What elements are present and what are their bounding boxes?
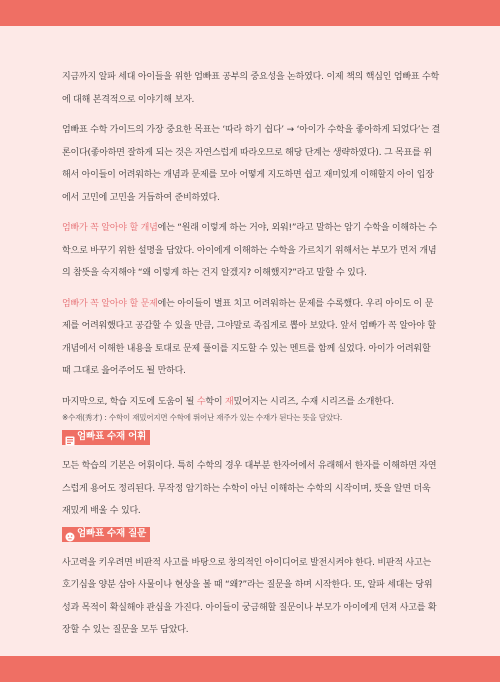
book-icon <box>65 433 75 443</box>
sujae-footnote: ※수재(秀才) : 수학이 재밌어지면 수학에 뛰어난 재주가 있는 수재가 된다는 뜻을 담았다. <box>62 413 343 422</box>
section-vocabulary-heading <box>62 430 150 445</box>
problems-text: 에는 아이들이 별표 치고 어려워하는 문제를 수록했다. 우리 아이도 이 문제를 어려워했다고 공감할 수 있을 만큼, 그야말로 족집게로 뽑아 보았다. 앞서 엄빠가 꼭 알아야 할 개념에서 이해한 내용을 토대로 문제 풀이를 지도할 수 있는 멘트를 함께 실었다. 아이가 어려워할 때 그대로 읊어주어도 될 만하다. <box>62 298 436 376</box>
concepts-highlight: 엄빠가 꼭 알아야 할 개념 <box>62 223 158 233</box>
paragraph-series-intro <box>62 391 440 414</box>
section-questions-title: 엄빠표 수재 질문 <box>77 527 147 539</box>
su-highlight: 수 <box>196 396 206 407</box>
series-text-c: 밌어지는 시리즈, 수재 시리즈를 소개한다. <box>233 396 394 407</box>
bottom-color-band <box>0 656 500 682</box>
section-questions-body: 사고력을 키우려면 비판적 사고를 바탕으로 창의적인 아이디어로 발전시켜야 한다. 비판적 사고는 호기심을 양분 삼아 사물이나 현상을 볼 때 “왜?”라는 질문을 하며 시작한다. 또, 알파 세대는 당위성과 목적이 확실해야 관심을 가진다. 아이들이 궁금해할 질문이나 부모가 아이에게 던져 사고를 확장할 수 있는 질문을 모두 담았다. <box>62 557 437 635</box>
section-vocabulary-title: 엄빠표 수재 어휘 <box>77 431 147 443</box>
problems-highlight: 엄빠가 꼭 알아야 할 문제 <box>62 298 158 309</box>
page-body <box>62 66 440 642</box>
series-text-a: 마지막으로, 학습 지도에 도움이 될 <box>62 396 197 407</box>
paragraph-concepts <box>62 217 440 285</box>
top-color-band <box>0 0 500 26</box>
paragraph-problems <box>62 293 440 383</box>
section-questions-heading <box>62 527 150 542</box>
thinking-face-icon <box>65 529 75 539</box>
series-text-b: 학이 <box>205 396 226 407</box>
jae-highlight: 재 <box>225 396 234 407</box>
paragraph-goal: 엄빠표 수학 가이드의 가장 중요한 목표는 ‘따라 하기 쉽다’ → ‘아이가 수학을 좋아하게 되었다’는 결론이다(좋아하면 잘하게 되는 것은 자연스럽게 따라오므로 해당 단계는 생략하였다). 그 목표를 위해서 아이들이 어려워하는 개념과 문제를 모아 어떻게 지도하면 쉽고 재미있게 이해할지 아이 입장에서 고민에 고민을 거듭하여 준비하였다. <box>62 125 441 203</box>
concepts-text: 에는 “원래 이렇게 하는 거야, 외워!”라고 말하는 암기 수학을 이해하는 수학으로 바꾸기 위한 설명을 담았다. 아이에게 이해하는 수학을 가르치기 위해서는 부모가 먼저 개념의 참뜻을 숙지해야 “왜 이렇게 하는 건지 알겠지? 이해했지?”라고 말할 수 있다. <box>62 223 438 278</box>
section-vocabulary-body: 모든 학습의 기본은 어휘이다. 특히 수학의 경우 대부분 한자어에서 유래해서 한자를 이해하면 자연스럽게 용어도 정리된다. 무작정 암기하는 수학이 아닌 이해하는 수학의 시작이며, 뜻을 알면 더욱 재밌게 배울 수 있다. <box>62 461 437 516</box>
paragraph-intro: 지금까지 알파 세대 아이들을 위한 엄빠표 공부의 중요성을 논하였다. 이제 책의 핵심인 엄빠표 수학에 대해 본격적으로 이야기해 보자. <box>62 72 440 105</box>
